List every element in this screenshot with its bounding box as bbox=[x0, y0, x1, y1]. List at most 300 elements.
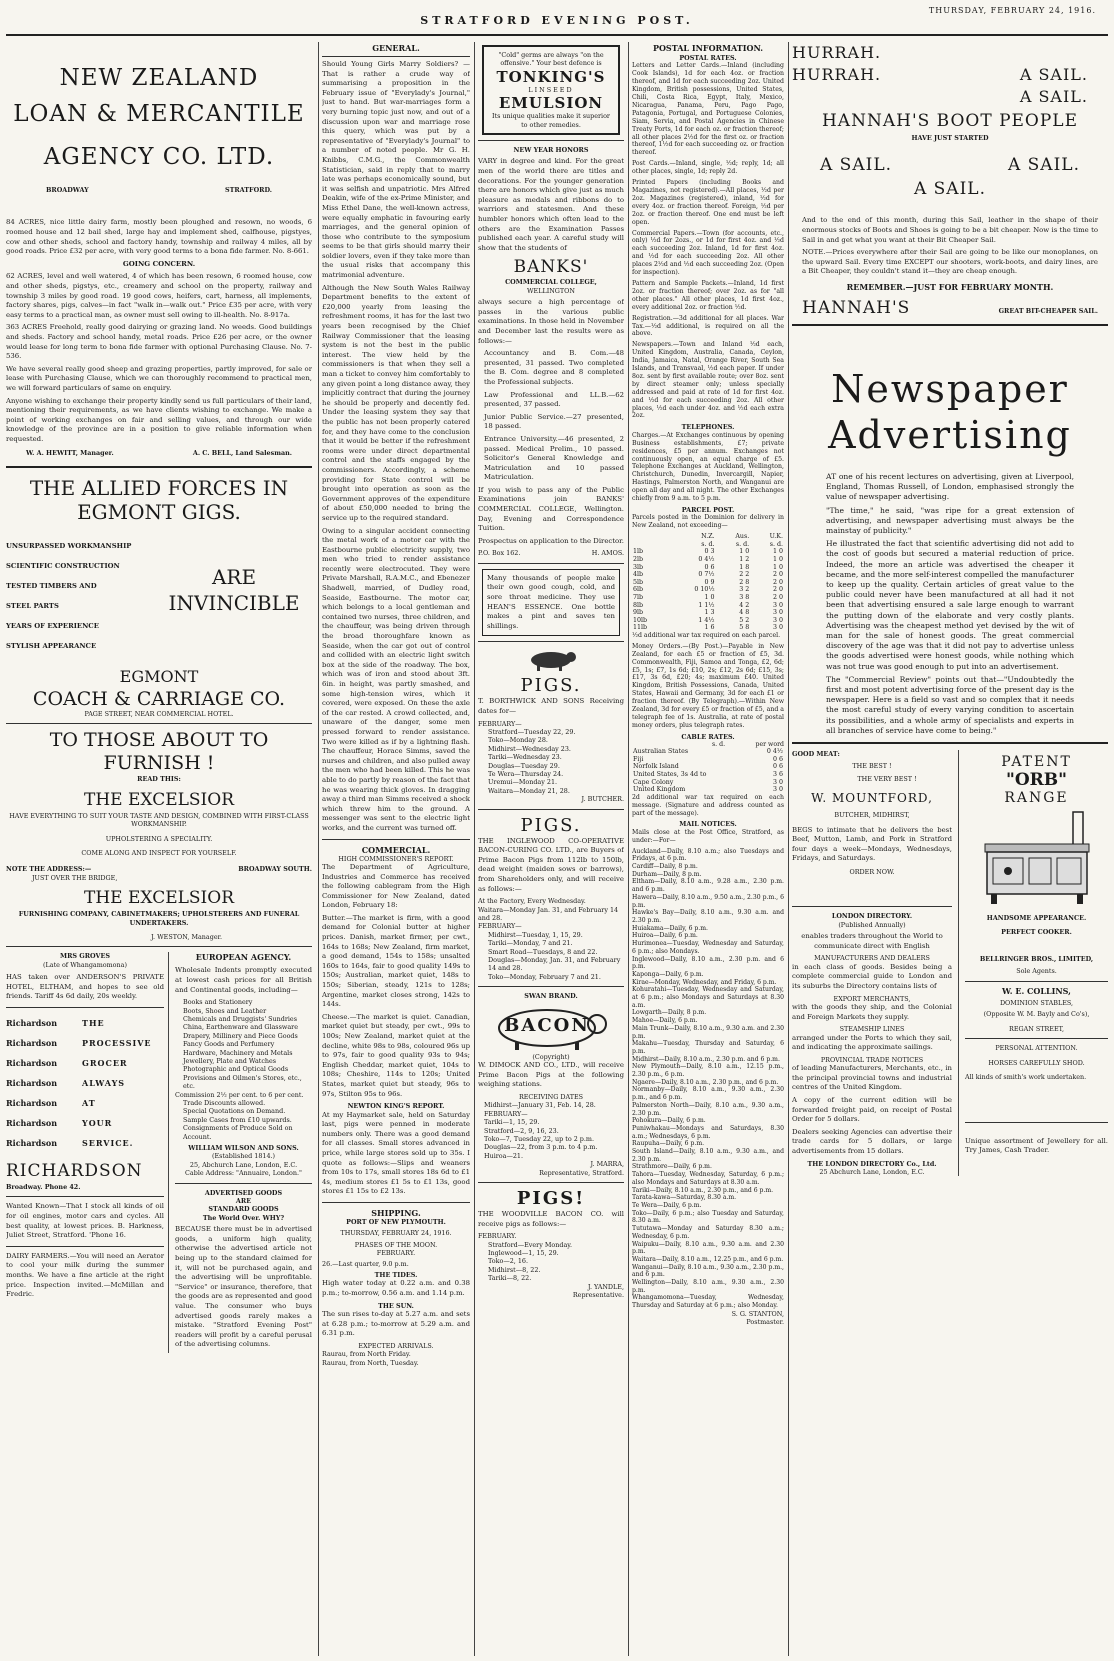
slogan-word: ALWAYS bbox=[82, 1077, 126, 1088]
section-rule bbox=[478, 563, 624, 564]
table-cell: 5 2 bbox=[739, 616, 750, 624]
mail-item: Waipuku—Daily, 8.10 a.m., 9.30 a.m. and 2.30 p.m. bbox=[632, 1240, 784, 1256]
month-label: FEBRUARY— bbox=[478, 922, 522, 931]
table-cell: 0 9 bbox=[704, 578, 715, 586]
list-item: Fancy Goods and Perfumery bbox=[183, 1040, 275, 1049]
ad-line: HAVE EVERYTHING TO SUIT YOUR TASTE AND DESIGN, COMBINED WITH FIRST-CLASS WORKMANSHIP. bbox=[9, 811, 309, 829]
company-address: PAGE STREET, NEAR COMMERCIAL HOTEL. bbox=[84, 709, 234, 718]
ad-subhead: RECEIVING DATES bbox=[518, 1092, 584, 1101]
signature: J. BUTCHER. bbox=[581, 795, 624, 804]
firm-cable: Cable Address: "Annuaire, London." bbox=[185, 1169, 302, 1178]
table-cell: 1 0 bbox=[739, 548, 750, 556]
mail-item: Kaponga—Daily, 6 p.m. bbox=[632, 970, 704, 978]
list-item: Stratford—Tuesday 22, 29. bbox=[488, 728, 576, 736]
column-divider bbox=[474, 42, 475, 1656]
ad-line: PERSONAL ATTENTION. bbox=[995, 1044, 1078, 1053]
table-row bbox=[632, 556, 784, 564]
result-item: Entrance University.—46 presented, 2 passed. Medical Prelim., 10 passed. Solicitor's General Knowledge and Matriculation and 10 passed Matriculation. bbox=[484, 434, 624, 482]
section-rule bbox=[478, 1182, 624, 1183]
table-header-cell bbox=[632, 541, 667, 549]
signature: J. YANDLE, bbox=[587, 1282, 624, 1291]
rate-paragraph: Mails close at the Post Office, Stratford, as under:—For— bbox=[632, 828, 784, 844]
section-subheading: MAIL NOTICES. bbox=[679, 820, 737, 829]
ad-body: with the goods they ship, and the Colonial and Foreign Markets they supply. bbox=[792, 1003, 952, 1021]
ad-body: Wholesale Indents promptly executed at lowest cash prices for all British and Continental goods, including— bbox=[175, 966, 312, 994]
table-cell: 2 2 bbox=[739, 571, 750, 579]
section-subheading: CABLE RATES. bbox=[681, 732, 735, 741]
mail-item: Toko—Daily, 6 p.m.; also Tuesday and Saturday, 8.30 a.m. bbox=[632, 1209, 784, 1225]
ad-body: Wanted Known—That I stock all kinds of oil for oil engines, motor cars and cycles. All best quality, at lowest prices. B. Harkness, Juliet Street, Stratford. 'Phone 16. bbox=[6, 1202, 164, 1240]
table-row bbox=[632, 624, 784, 632]
egmont-gigs-ad bbox=[6, 476, 312, 718]
sail-word: A SAIL. bbox=[820, 155, 893, 176]
pickup-list bbox=[478, 728, 624, 795]
ad-heading: STANDARD GOODS bbox=[208, 1205, 279, 1214]
ad-heading: NEW ZEALAND bbox=[59, 65, 259, 91]
ad-line: Consignments of Produce Sold on Account. bbox=[183, 1124, 293, 1141]
list-item: Douglas—22, from 3 p.m. to 4 p.m. bbox=[484, 1143, 598, 1152]
mail-item: Palmerston North—Daily, 8.10 a.m., 9.30 a.m., 2.30 p.m. bbox=[632, 1101, 784, 1117]
salesman-sig: A. C. BELL, Land Salesman. bbox=[192, 449, 292, 458]
table-cell: 4 2 bbox=[739, 601, 750, 609]
ad-line: (Opposite W. M. Bayly and Co's), bbox=[983, 1010, 1090, 1019]
table-cell: 10lb bbox=[633, 616, 648, 624]
section-heading: COMMERCIAL. bbox=[361, 844, 431, 855]
address-row bbox=[6, 865, 312, 873]
ad-line: FURNISHING COMPANY, CABINETMAKERS; UPHOLSTERERS AND FUNERAL UNDERTAKERS. bbox=[18, 910, 300, 927]
company-name: COACH & CARRIAGE CO. bbox=[32, 687, 286, 710]
ad-heading: MRS GROVES bbox=[60, 952, 110, 961]
ad-line: HORSES CAREFULLY SHOD. bbox=[988, 1058, 1085, 1067]
rate-paragraph: 2d additional war tax required on each message. (Signature and address counted as part of the message). bbox=[632, 793, 784, 817]
mail-item: Durham—Daily, 8 p.m. bbox=[632, 870, 702, 878]
firm-name: WILLIAM WILSON AND SONS. bbox=[188, 1144, 299, 1153]
company-name: EGMONT bbox=[119, 666, 199, 686]
newspaper-advertising-article bbox=[792, 366, 1108, 736]
ad-line: DOMINION STABLES, bbox=[999, 999, 1074, 1008]
section-rule bbox=[6, 1246, 164, 1247]
ad-heading: The World Over. WHY? bbox=[202, 1213, 285, 1222]
ad-line: PROVINCIAL TRADE NOTICES bbox=[820, 1055, 924, 1064]
table-cell: Cape Colony bbox=[633, 778, 674, 786]
cooking-range-icon bbox=[977, 810, 1097, 906]
section-rule bbox=[322, 839, 470, 840]
list-item: Huiroa—21. bbox=[484, 1151, 523, 1160]
brand-location: Broadway. Phone 42. bbox=[6, 1182, 81, 1191]
firm-address: 25 Abchurch Lane, London, E.C. bbox=[819, 1167, 925, 1176]
listing-item: 62 ACRES, level and well watered, 4 of which has been resown, 6 roomed house, cow and other sheds, pigstys, etc., creamery and school on the property, railway and township 3 miles by good road. 19 good cows, heifers, cart, harness, all implements, factory shares, pigs, calves—in fact "walk in—walk out." Price £35 per acre, with very easy terms to a practical man, as owner must sell owing to ill-health. No. 8-917a. bbox=[6, 272, 312, 319]
footer-row bbox=[792, 292, 1108, 318]
table-cell: 2 0 bbox=[772, 593, 783, 601]
table-cell: 1 1½ bbox=[698, 601, 715, 609]
table-row bbox=[632, 748, 784, 756]
ad-body: NOTE.—Prices everywhere after their Sail are going to be like our monoplanes, on the upward Sail. Every time EXCEPT our shooters, work-boots, and dairy lines, are a Bit Cheaper, they couldn't stand it—they are cheap enough. bbox=[802, 248, 1098, 276]
table-cell: 1 2 bbox=[739, 555, 750, 563]
table-cell: 0 6 bbox=[704, 563, 715, 571]
mail-list bbox=[632, 848, 784, 1310]
slogan-word: PROCESSIVE bbox=[82, 1037, 152, 1048]
news-paragraph: Should Young Girls Marry Soldiers? —That is rather a crude way of summarising a proposition in the February issue of "Everylady's Journal," just to hand. But war-marriages form a very burning topic just now, and out of a discussion upon war and marriage rose this query, which was put by a representative of "Everylady's Journal" to a number of noted people. Mr G. H. Knibbs, C.M.G., the Commonwealth Statistician, said in reply that to marry late was perhaps economically sound, but it was selfish and unpatriotic. Mrs Alfred Deakin, wife of the ex-Prime Minister, and Miss Ethel Dane, the well-known actress, were equally emphatic in favouring early marriages, and the general opinion of those who contribute to the symposium seems to be that girls should marry their soldier lovers, even if they take more than the usual risks that accompany this matrimonial adventure. bbox=[322, 60, 470, 280]
news-paragraph: Owing to a singular accident connecting the metal work of a motor car with the Eastbourne public electricity supply, two men who tried to render assistance recently were electrocuted. They were Private Marshall, R.A.M.C., and Ebenezer Shadwell, married, of Dudley road, Seaside, Eastbourne. The motor car, which belongs to a local gentleman and contained two nurses, three children, and the chauffeur, was being driven through the broad thoroughfare known as Seaside, when the car got out of control and collided with an electric light switch box at the side of the roadway. The box, which was of iron and stood about 3ft. 6in. in height, was partly smashed, and some high-tension wires, which it covered, were exposed. On these the axle of the car rested. A crowd collected, and, unaware of the danger, some men pressed forward to render assistance. Two were killed as if by a lightning flash. The chauffeur, Horace Simms, saved the nurses and children, and also pulled away the men who had been killed. This he was able to do partly by reason of the fact that he was wearing thick gloves. In dragging away a third man Simms received a shock which threw him to the ground. A messenger was sent to the electric light works, and the current was turned off. bbox=[322, 526, 470, 832]
groves-ad bbox=[6, 952, 164, 1002]
column-divider bbox=[628, 42, 629, 1656]
table-cell: 0 4½ bbox=[698, 555, 715, 563]
list-item: Chemicals and Druggists' Sundries bbox=[183, 1014, 297, 1023]
ad-street: BROADWAY bbox=[46, 186, 89, 194]
column-divider bbox=[788, 42, 789, 1656]
brand-sub: BUTCHER, MIDHIRST, bbox=[834, 811, 910, 820]
table-row bbox=[632, 602, 784, 610]
ad-body: BECAUSE there must be in advertised goods, a uniform high quality, otherwise the advertised article not being up to the standard claimed for it, will not be purchased again, and the advertising will be unprofitable. "Service" or insurance, therefore, that the goods are as represented and good value. The consumer who buys advertised goods rarely makes a mistake. "Stratford Evening Post" readers will profit by a careful perusal of the advertising columns. bbox=[175, 1225, 312, 1349]
list-item: Douglas—Tuesday 29. bbox=[488, 761, 560, 770]
article-paragraph: The "Commercial Review" points out that—"Undoubtedly the first and most potent advertising force of the present day is the newspaper. Here is a field so vast and so complex that it needs the most careful study of every varying condition to ascertain its possibilities, and a whole army of specialists and experts in all branches of service have come to being." bbox=[826, 674, 1074, 735]
section-subheading: PORT OF NEW PLYMOUTH. bbox=[346, 1217, 446, 1226]
mail-item: Wanganui—Daily, 8.10 a.m., 9.30 a.m., 2.30 p.m., and 6 p.m. bbox=[632, 1263, 784, 1279]
ad-line: Waitara—Monday Jan. 31, and February 14 and 28. bbox=[478, 905, 619, 923]
section-rule bbox=[322, 1202, 470, 1203]
section-heading: NEW YEAR HONORS bbox=[513, 146, 589, 155]
table-header-cell: Aus. bbox=[735, 533, 750, 541]
ad-heading: THE ALLIED FORCES IN bbox=[29, 475, 289, 500]
ad-line: PERFECT COOKER. bbox=[1001, 928, 1072, 937]
section-rule bbox=[965, 981, 1108, 982]
mail-item: Inglewood—Daily, 8.10 a.m., 2.30 p.m. and 6 p.m. bbox=[632, 955, 784, 971]
ad-body: arranged under the Ports to which they sail, and indicating the approximate sailings. bbox=[792, 1033, 952, 1052]
mail-item: Tarata-kawa—Saturday, 8.30 a.m. bbox=[632, 1194, 737, 1202]
ad-tagline: "Cold" germs are always "on the offensive." Your best defence is bbox=[498, 51, 604, 68]
listing-item: Anyone wishing to exchange their property kindly send us full particulars of their land, mentioning their requirements, as we have clients wishing to exchange. We make a point of working exchanges on fair and selling values, and through our wide knowledge of the province are in a position to give reliable information when requested. bbox=[6, 396, 312, 443]
moon-quarter: 26.—Last quarter, 9.0 p.m. bbox=[322, 1259, 409, 1268]
tonkings-ad bbox=[482, 45, 620, 135]
paper-title: STRATFORD EVENING POST. bbox=[420, 14, 694, 27]
ad-town: STRATFORD. bbox=[225, 186, 272, 194]
list-item: Waitara—Monday 21, 28. bbox=[488, 786, 570, 795]
repeat-label: Richardson bbox=[6, 1137, 58, 1148]
ad-heading: PIGS. bbox=[520, 814, 582, 836]
brand-name: W. E. COLLINS, bbox=[1002, 985, 1071, 996]
table-cell: United States, 3s 4d to bbox=[633, 770, 707, 778]
table-cell: 3 0 bbox=[772, 601, 783, 609]
list-item: Midhirst—Tuesday, 1, 15, 29. bbox=[488, 930, 583, 939]
table-header-cell: N.Z. bbox=[701, 533, 715, 541]
list-item: Provisions and Oilmen's Stores, etc., etc. bbox=[183, 1073, 302, 1091]
ad-heading: EUROPEAN AGENCY. bbox=[195, 952, 292, 963]
table-row bbox=[632, 779, 784, 787]
table-header-cell: s. d. bbox=[735, 540, 750, 548]
table-cell: 1 0 bbox=[704, 593, 715, 601]
rate-paragraph: Letters and Letter Cards.—Inland (including Cook Islands), 1d for each 4oz. or fraction thereof, and 1d for each succeeding 2oz. United Kingdom, British possessions, United States, Chili, Costa Rica, Egypt, Italy, Mexico, Nicaragua, Panama, Peru, Pago Pago, Patagonia, Portugal, and Portuguese Colonies, Siam, Servia, and Postal Agencies in Chinese Treaty Ports, 1d for each oz. or fraction thereof; all other places 2½d for the first oz. or fraction thereof, 1½d for each succeeding oz. or fraction thereof. bbox=[632, 62, 784, 157]
brand-name: HANNAH'S BOOT PEOPLE bbox=[821, 111, 1079, 131]
ad-subhead: READ THIS: bbox=[137, 775, 181, 784]
mail-item: Mahoe—Daily, 6 p.m. bbox=[632, 1017, 698, 1025]
ad-heading: PIGS! bbox=[516, 1187, 586, 1209]
section-subheading: THE TIDES. bbox=[374, 1270, 418, 1279]
ad-line: Commission 2½ per cent. to 6 per cent. bbox=[175, 1090, 304, 1099]
ad-line: All kinds of smith's work undertaken. bbox=[965, 1073, 1087, 1082]
mail-item: Hurimonea—Tuesday, Wednesday and Saturday, 6 p.m.; also Mondays. bbox=[632, 940, 784, 955]
table-cell: 5 8 bbox=[739, 624, 750, 632]
signature-role: Representative. bbox=[572, 1290, 624, 1299]
list-item: Midhirst—8, 22. bbox=[488, 1265, 541, 1274]
table-cell: 5lb bbox=[633, 578, 644, 586]
ad-heading: "ORB" bbox=[1005, 770, 1068, 791]
section-subheading: NEWTON KING'S REPORT. bbox=[347, 1102, 445, 1111]
ad-heading: AGENCY CO. LTD. bbox=[43, 144, 275, 170]
rate-paragraph: Pattern and Sample Packets.—Inland, 1d first 2oz. or fraction thereof; over 2oz. as for "all other places." All other places, 1d first 4oz., every additional 2oz. or fraction ½d. bbox=[632, 279, 784, 311]
list-item: Jewellery, Plate and Watches bbox=[183, 1056, 277, 1065]
parcel-rate-table bbox=[632, 533, 784, 632]
ad-line: Trade Discounts allowed. bbox=[183, 1099, 266, 1107]
brand-name: THE EXCELSIOR bbox=[84, 888, 234, 909]
mail-item: Pohokura—Daily, 6 p.m. bbox=[632, 1117, 706, 1125]
column-3 bbox=[478, 42, 624, 1656]
list-item: Books and Stationery bbox=[183, 998, 253, 1007]
firm-est: (Established 1814.) bbox=[211, 1152, 276, 1161]
table-row bbox=[632, 564, 784, 572]
list-item: Stratford—2, 9, 16, 23. bbox=[484, 1126, 559, 1135]
sun-text: The sun rises to-day at 5.27 a.m. and sets at 6.28 p.m.; to-morrow at 5.29 a.m. and 6.31 p.m. bbox=[322, 1309, 470, 1338]
ad-line: Special Quotations on Demand. bbox=[183, 1107, 286, 1116]
table-cell: 8lb bbox=[633, 601, 644, 609]
ad-subhead: (Late of Whangamomona) bbox=[43, 960, 127, 969]
section-heading: GENERAL. bbox=[372, 43, 420, 53]
ad-body: enables traders throughout the World to communicate direct with English bbox=[801, 932, 943, 950]
list-item: FEBRUARY— bbox=[484, 1109, 528, 1118]
table-row bbox=[632, 586, 784, 594]
ad-subhead: REMEMBER.—JUST FOR FEBRUARY MONTH. bbox=[846, 281, 1054, 292]
firm-address: 25, Abchurch Lane, London, E.C. bbox=[189, 1160, 298, 1169]
ad-line: STEAMSHIP LINES bbox=[839, 1025, 905, 1034]
pickup-list bbox=[478, 931, 624, 981]
rate-paragraph: Post Cards.—Inland, single, ½d; reply, 1d; all other places, single, 1d; reply 2d. bbox=[632, 160, 784, 176]
ad-heading: LONDON DIRECTORY. bbox=[831, 912, 913, 921]
brand-name: THE EXCELSIOR bbox=[84, 789, 234, 810]
bacon-logo bbox=[491, 1004, 611, 1050]
table-row bbox=[632, 786, 784, 794]
ad-body: THE WOODVILLE BACON CO. will receive pigs as follows:— bbox=[478, 1209, 624, 1228]
ad-signatures bbox=[6, 447, 312, 459]
list-item: Photographic and Optical Goods bbox=[183, 1065, 289, 1074]
table-cell: 2 0 bbox=[772, 571, 783, 579]
list-item: Toko—7, Tuesday 22, up to 2 p.m. bbox=[484, 1134, 595, 1143]
firm-name: THE LONDON DIRECTORY Co., Ltd. bbox=[807, 1159, 937, 1168]
london-directory-ad bbox=[792, 912, 952, 1176]
column-divider bbox=[318, 42, 319, 1656]
cable-rate-table bbox=[632, 748, 784, 794]
section-rule bbox=[965, 1122, 1108, 1123]
section-heading: SHIPPING. bbox=[371, 1207, 421, 1218]
slogan-word: THE bbox=[82, 1017, 105, 1028]
list-item: Tariki—8, 22. bbox=[488, 1274, 532, 1283]
brand-sub: COMMERCIAL COLLEGE, bbox=[505, 278, 597, 287]
ad-signoff bbox=[478, 549, 624, 557]
mail-item: Hawera—Daily, 8.10 a.m., 9.50 a.m., 2.30 p.m., 6 p.m. bbox=[632, 893, 784, 909]
section-subheading: EXPECTED ARRIVALS. bbox=[358, 1341, 434, 1350]
ad-line: UPHOLSTERING A SPECIALITY. bbox=[105, 834, 213, 843]
repeat-label: Richardson bbox=[6, 1077, 58, 1088]
list-item: Boots, Shoes and Leather bbox=[183, 1006, 267, 1015]
table-cell: 3lb bbox=[633, 563, 644, 571]
list-item: Midhirst—January 31, Feb. 14, 28. bbox=[484, 1101, 596, 1110]
table-cell: United Kingdom bbox=[633, 786, 686, 794]
news-paragraph: Cheese.—The market is quiet. Canadian, market quiet but steady, per cwt., 99s to 100s; New Zealand, market quiet at the decline, white 98s to 98s, coloured 96s up to 97s, fair to good quality 93s to 94s; English Cheddar, market quiet, 104s to 108s; Cheshire, 114s to 120s; United States, market quiet but steady, 96s to 97s, Stilton 95s to 96s. bbox=[322, 1012, 470, 1098]
section-subheading: POSTAL RATES. bbox=[679, 54, 737, 62]
section-heading: POSTAL INFORMATION. bbox=[652, 43, 764, 53]
ad-body: of leading Manufacturers, Merchants, etc., in the principal provincial towns and industrial centres of the United Kingdom. bbox=[792, 1064, 952, 1092]
mail-item: Auckland—Daily, 8.10 a.m.; also Tuesdays and Fridays, at 6 p.m. bbox=[632, 847, 784, 863]
list-item: Tariki—Wednesday 23. bbox=[488, 753, 562, 762]
table-cell: 1 0 bbox=[772, 555, 783, 563]
article-title: Newspaper bbox=[831, 366, 1069, 411]
ad-line: At the Factory, Every Wednesday. bbox=[478, 897, 586, 906]
table-cell: 6lb bbox=[633, 586, 644, 594]
orb-range-ad bbox=[965, 754, 1108, 976]
list-item: Te Wera—Thursday 24. bbox=[488, 770, 564, 779]
road-label: BROADWAY SOUTH. bbox=[238, 865, 312, 874]
table-cell: 0 3 bbox=[704, 548, 715, 556]
manager-sig: J. WESTON, Manager. bbox=[150, 932, 222, 941]
list-item: Douglas—Monday, Jan. 31, and February 14 and 28. bbox=[488, 956, 621, 973]
table-header-row bbox=[632, 541, 784, 549]
ad-body: Prospectus on application to the Director. bbox=[478, 536, 624, 545]
ad-heading: LOAN & MERCANTILE bbox=[13, 101, 305, 127]
arrival-item: Raurau, from North, Tuesday. bbox=[322, 1358, 419, 1367]
ad-body: Unique assortment of Jewellery for all. Try James, Cash Trader. bbox=[965, 1136, 1108, 1155]
article-paragraph: He illustrated the fact that scientific advertising did not add to the cost of goods but secured a material reduction of price. Indeed, the more an article was advertised the cheaper it became, and the more self-interest compelled the manufacturer to keep up the quality. Certain articles of great value to the public could never have been manufactured at all had it not been that advertising ensured a sale large enough to warrant the putting down of the elaborate and very costly plants. Advertising was the cheapest method yet devised by the wit of man for the sale of honest goods. The great commercial discovery of the age was that it did not pay to advertise unless the goods advertised were honest goods, while nothing which was not true was good enough to put into an advertisement. bbox=[826, 539, 1074, 671]
signature: H. AMOS. bbox=[591, 549, 624, 558]
ad-heading: ADVERTISED GOODS bbox=[204, 1188, 283, 1197]
mail-item: South Island—Daily, 8.10 a.m., 9.30 a.m., and 2.30 p.m. bbox=[632, 1148, 784, 1163]
manager-sig: W. A. HEWITT, Manager. bbox=[26, 449, 114, 458]
section-rule bbox=[322, 56, 470, 57]
firm-name: BELLRINGER BROS., LIMITED, bbox=[979, 954, 1094, 963]
mail-item: Kohuratahi—Tuesday, Wednesday and Saturday, at 6 p.m.; also Mondays and Saturdays at 8.30 a.m. bbox=[632, 986, 784, 1009]
ad-body: And to the end of this month, during this Sail, leather in the shape of their enormous stocks of Boots and Shoes is going to be a bit cheaper. Now is the time to Sail in and get what you want at their Bit Cheaper Sail. bbox=[802, 216, 1098, 244]
po-box: P.O. Box 162. bbox=[478, 549, 521, 558]
table-row bbox=[632, 579, 784, 587]
shipping-date: THURSDAY, FEBRUARY 24, 1916. bbox=[340, 1229, 452, 1238]
ad-body: in each class of goods. Besides being a complete commercial guide to London and its suburbs the Directory contains lists of bbox=[792, 962, 952, 991]
slogan-word: YOUR bbox=[82, 1117, 113, 1128]
masthead bbox=[0, 0, 1114, 40]
ad-heading: TO THOSE ABOUT TO bbox=[49, 729, 269, 752]
section-subheading: TELEPHONES. bbox=[681, 423, 735, 432]
cable-unit-row bbox=[632, 741, 784, 748]
ad-line: HANDSOME APPEARANCE. bbox=[986, 914, 1087, 923]
collins-ad bbox=[965, 987, 1108, 1082]
mail-item: Midhirst—Daily, 8.10 a.m., 2.30 p.m. and 6 p.m. bbox=[632, 1055, 780, 1063]
brand-name: BANKS' bbox=[513, 257, 589, 278]
month-label: FEBRUARY— bbox=[478, 719, 522, 728]
mail-item: Tututawa—Monday and Saturday 8.30 a.m.; Wednesday, 6 p.m. bbox=[632, 1225, 784, 1240]
header-rule bbox=[6, 34, 1108, 36]
table-row bbox=[632, 756, 784, 764]
paper-date: THURSDAY, FEBRUARY 24, 1916. bbox=[928, 6, 1096, 15]
gig-features bbox=[6, 536, 156, 656]
table-row bbox=[632, 763, 784, 771]
result-item: Accountancy and B. Com.—48 presented, 31 passed. Two completed the B. Com. degree and 8 completed the Professional subjects. bbox=[484, 349, 624, 386]
sail-word: A SAIL. bbox=[913, 179, 986, 200]
brand-name: RICHARDSON bbox=[6, 1160, 143, 1181]
mail-item: Huiroa—Daily, 6 p.m. bbox=[632, 932, 698, 940]
cable-unit: s. d. bbox=[712, 741, 726, 749]
ad-subhead: GREAT BIT-CHEAPER SAIL. bbox=[998, 306, 1098, 315]
month-label: FEBRUARY. bbox=[478, 1232, 517, 1241]
table-cell: 4lb bbox=[633, 571, 644, 579]
table-row bbox=[632, 571, 784, 579]
listing-subhead: GOING CONCERN. bbox=[122, 259, 196, 268]
mail-item: Whangamomona—Tuesday, Wednesday, Thursday and Saturday at 6 p.m.; also Monday. bbox=[632, 1294, 784, 1310]
brand-sub: LINSEED bbox=[528, 85, 574, 94]
ad-body: W. DIMOCK AND CO., LTD., will receive Prime Bacon Pigs at the following weighing stations. bbox=[478, 1061, 624, 1089]
ad-heading: HURRAH. bbox=[792, 43, 882, 62]
signature-role: Representative, Stratford. bbox=[539, 1168, 624, 1177]
section-rule bbox=[792, 906, 952, 907]
repeat-label: Richardson bbox=[6, 1037, 58, 1048]
ad-tagline: Its unique qualities make it superior to other remedies. bbox=[492, 112, 610, 129]
table-cell: 0 4½ bbox=[766, 748, 783, 756]
table-cell: 1 0 bbox=[772, 563, 783, 571]
ad-body: Many thousands of people make their own good cough, cold, and sore throat medicine. They use HEAN'S ESSENCE. One bottle makes a pint and saves ten shillings. bbox=[487, 573, 615, 630]
column-5 bbox=[792, 42, 1108, 1656]
table-cell: 3 0 bbox=[772, 778, 783, 786]
feature-line: STYLISH APPEARANCE bbox=[6, 641, 97, 650]
pig-icon bbox=[521, 647, 581, 671]
section-rule bbox=[175, 1183, 312, 1184]
ad-heading: ARE bbox=[235, 1197, 252, 1206]
result-item: Law Professional and LL.B.—62 presented, 37 passed. bbox=[484, 390, 624, 409]
ad-line: MANUFACTURERS AND DEALERS bbox=[814, 954, 930, 963]
list-item: China, Earthenware and Glassware bbox=[183, 1023, 298, 1032]
table-cell: 7lb bbox=[633, 593, 644, 601]
sail-word: A SAIL. bbox=[1019, 87, 1088, 106]
list-item: Stratford—Every Monday. bbox=[488, 1240, 573, 1249]
richardson-ad bbox=[6, 1013, 164, 1153]
brand-name: W. MOUNTFORD, bbox=[811, 791, 933, 806]
rate-paragraph: Registration.—3d additional for all places. War Tax.—½d additional, is required on all the above. bbox=[632, 314, 784, 338]
table-cell: 0 6 bbox=[772, 763, 783, 771]
table-cell: 2lb bbox=[633, 555, 644, 563]
table-row bbox=[632, 617, 784, 625]
listing-item: We have several really good sheep and grazing properties, partly improved, for sale or lease with Purchasing Clause, which we can thoroughly recommend to practical men, we will forward particulars of same on enquiry. bbox=[6, 364, 312, 392]
column-1 bbox=[6, 42, 312, 1656]
note-label: NOTE THE ADDRESS:— bbox=[6, 865, 92, 874]
feature-line: UNSURPASSED WORKMANSHIP bbox=[6, 541, 132, 550]
mail-item: Strathmore—Daily, 6 p.m. bbox=[632, 1163, 712, 1171]
heans-ad bbox=[482, 569, 620, 637]
table-cell: 0 7½ bbox=[698, 571, 715, 579]
section-rule bbox=[6, 946, 312, 947]
rate-paragraph: Money Orders.—(By Post.)—Payable in New Zealand, for each £5 or fraction of £5, 3d. Commonwealth, Fiji, Samoa and Tonga, £2, 6d; £5, 1s; £7, 1s 6d; £10, 2s; £12, 2s 6d; £15, 3s; £17, 3s 6d, £20; 4s; maximum £40. United Kingdom, British Possessions, Canada, United States, Hawaii and Germany, 3d for each £1 or fraction thereof. (By Telegraph).—Within New Zealand, 3d for every £5 or fraction of £5, and a telegraph fee of 1s. Australia, at rate of postal money orders, plus telegraph rates. bbox=[632, 642, 784, 729]
table-cell: 3 0 bbox=[772, 609, 783, 617]
article-title: Advertising bbox=[828, 412, 1072, 457]
brand-name: TONKING'S bbox=[496, 67, 606, 86]
table-cell: 1 3 bbox=[704, 609, 715, 617]
mail-item: Makahu—Tuesday, Thursday and Saturday, 6 p.m. bbox=[632, 1040, 784, 1055]
table-cell: 2 0 bbox=[772, 578, 783, 586]
mail-item: Normanby—Daily, 8.10 a.m., 9.30 a.m., 2.30 p.m., and 6 p.m. bbox=[632, 1086, 784, 1102]
section-rule bbox=[478, 809, 624, 810]
firm-sub: Sole Agents. bbox=[1016, 967, 1057, 976]
mail-item: Main Trunk—Daily, 8.10 a.m., 9.30 a.m. and 2.30 p.m. bbox=[632, 1024, 784, 1040]
table-row bbox=[632, 609, 784, 617]
hannahs-ad bbox=[792, 42, 1108, 318]
european-agency-ad bbox=[175, 952, 312, 1177]
section-rule bbox=[6, 723, 312, 724]
nz-loan-ad bbox=[6, 42, 312, 460]
section-subheading: THE SUN. bbox=[378, 1301, 414, 1310]
table-row bbox=[632, 594, 784, 602]
